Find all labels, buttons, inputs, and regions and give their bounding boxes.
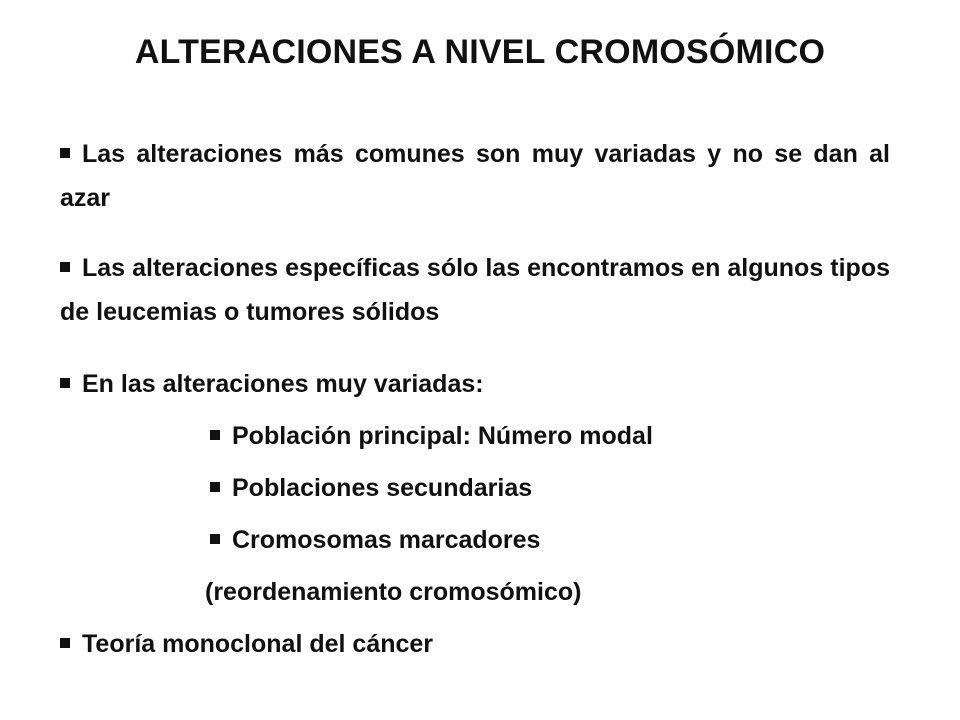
bullet-item — [60, 246, 890, 334]
bullet-text: En las alteraciones muy variadas: — [82, 370, 484, 398]
square-bullet-icon — [60, 638, 70, 648]
sub-bullet-item — [210, 414, 653, 458]
slide-title: ALTERACIONES A NIVEL CROMOSÓMICO — [134, 33, 826, 71]
bullet-text: Teoría monoclonal del cáncer — [82, 630, 434, 658]
bullet-item — [60, 132, 890, 220]
bullet-text: Las alteraciones más comunes son muy variadas y no se dan al azar — [60, 140, 890, 212]
sub-bullet-item — [210, 518, 540, 562]
bullet-item — [60, 622, 890, 666]
sub-bullet-text: Población principal: Número modal — [232, 422, 653, 450]
sub-bullet-text: Cromosomas marcadores — [232, 526, 541, 554]
bullet-item — [60, 362, 890, 406]
square-bullet-icon — [60, 378, 70, 388]
bullet-text: Las alteraciones específicas sólo las encontramos en algunos tipos de leucemias o tumores sólidos — [60, 254, 890, 326]
square-bullet-icon — [210, 482, 220, 492]
square-bullet-icon — [60, 148, 70, 158]
square-bullet-icon — [210, 430, 220, 440]
sub-bullet-item — [210, 466, 532, 510]
square-bullet-icon — [210, 534, 220, 544]
square-bullet-icon — [60, 262, 70, 272]
sub-bullet-text: Poblaciones secundarias — [232, 474, 533, 502]
sub-bullet-continuation: (reordenamiento cromosómico) — [205, 578, 582, 606]
